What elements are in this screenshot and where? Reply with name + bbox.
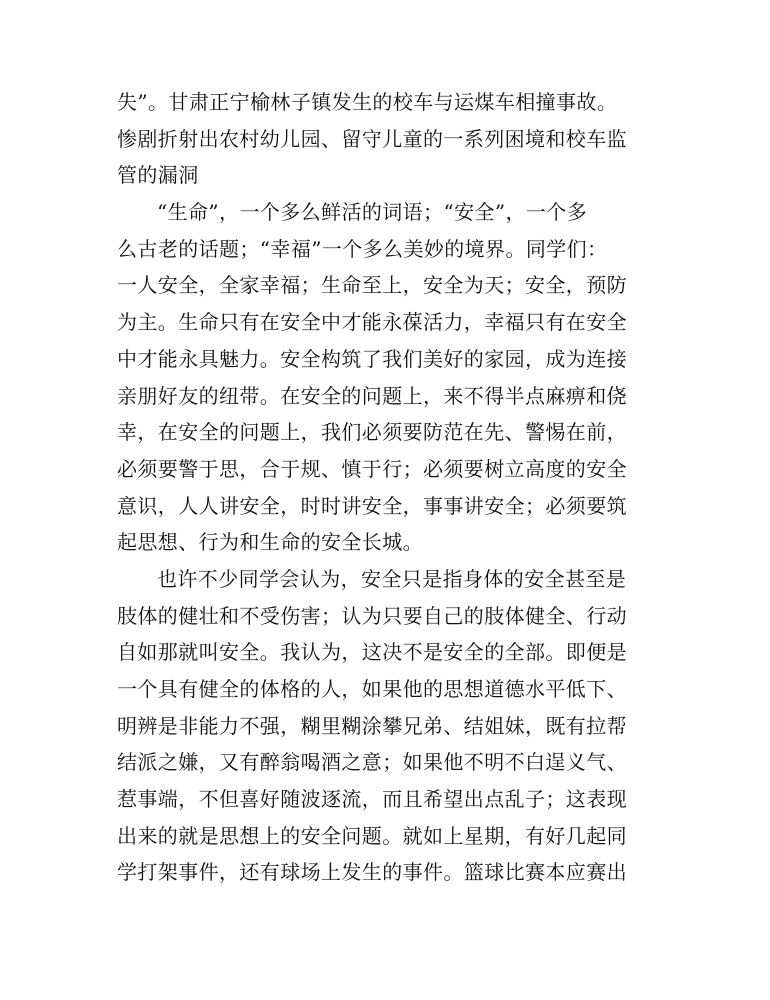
paragraph-2-line: 起思想、行为和生命的安全长城。	[117, 530, 423, 555]
paragraph-1-line: 管的漏洞	[117, 163, 199, 188]
paragraph-2-line: 幸，在安全的问题上，我们必须要防范在先、警惕在前，	[117, 420, 627, 445]
paragraph-3-line: 明辨是非能力不强，糊里糊涂攀兄弟、结姐妹，既有拉帮	[117, 713, 627, 738]
paragraph-2-line: 一人安全，全家幸福；生命至上，安全为天；安全，预防	[117, 273, 627, 298]
paragraph-3-line: 自如那就叫安全。我认为，这决不是安全的全部。即便是	[117, 640, 627, 665]
paragraph-3-line: 也许不少同学会认为，安全只是指身体的安全甚至是	[157, 566, 627, 591]
paragraph-2-line: “生命”，一个多么鲜活的词语；“安全”，一个多	[157, 200, 588, 225]
paragraph-1-line: 惨剧折射出农村幼儿园、留守儿童的一系列困境和校车监	[117, 126, 627, 151]
paragraph-3-line: 出来的就是思想上的安全问题。就如上星期，有好几起同	[117, 823, 627, 848]
paragraph-2-line: 为主。生命只有在安全中才能永葆活力，幸福只有在安全	[117, 310, 627, 335]
paragraph-2-line: 必须要警于思，合于规、慎于行；必须要树立高度的安全	[117, 456, 627, 481]
paragraph-2-line: 中才能永具魅力。安全构筑了我们美好的家园，成为连接	[117, 346, 627, 371]
paragraph-1-line: 失”。甘肃正宁榆林子镇发生的校车与运煤车相撞事故。	[117, 90, 618, 114]
paragraph-3-line: 肢体的健壮和不受伤害；认为只要自己的肢体健全、行动	[117, 603, 627, 628]
paragraph-3-line: 学打架事件，还有球场上发生的事件。篮球比赛本应赛出	[117, 860, 627, 885]
paragraph-2-line: 么古老的话题；“幸福”一个多么美妙的境界。同学们：	[117, 236, 608, 261]
paragraph-3-line: 惹事端，不但喜好随波逐流，而且希望出点乱子；这表现	[117, 787, 627, 812]
paragraph-3-line: 一个具有健全的体格的人，如果他的思想道德水平低下、	[117, 677, 627, 701]
document-body	[117, 84, 637, 891]
paragraph-3-line: 结派之嫌，又有醉翁喝酒之意；如果他不明不白逞义气、	[117, 750, 627, 775]
paragraph-2-line: 亲朋好友的纽带。在安全的问题上，来不得半点麻痹和侥	[117, 383, 627, 408]
paragraph-2-line: 意识，人人讲安全，时时讲安全，事事讲安全；必须要筑	[117, 493, 627, 518]
